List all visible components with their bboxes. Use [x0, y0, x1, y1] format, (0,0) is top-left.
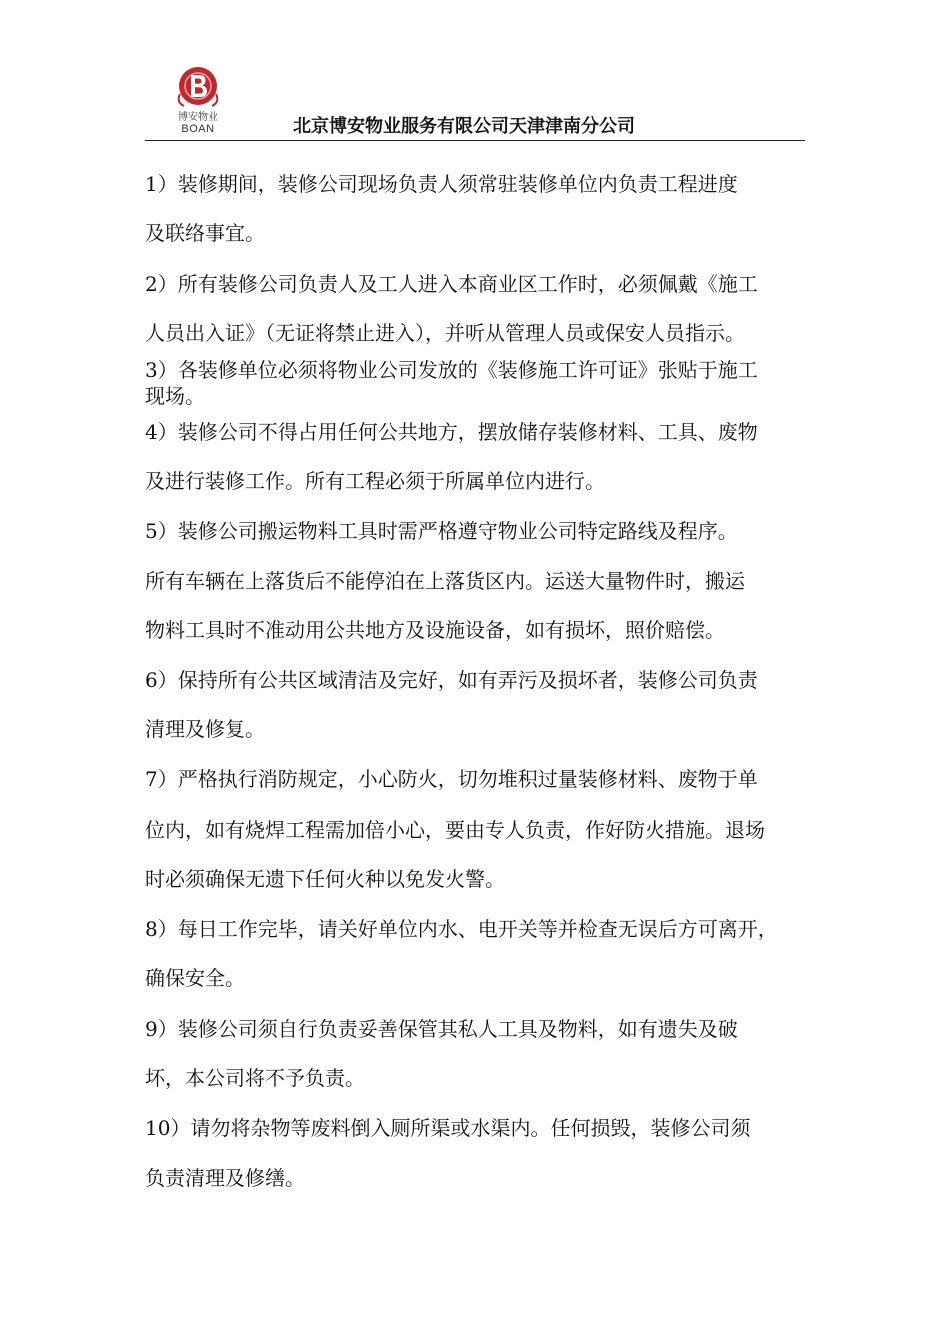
- text-line: 5）装修公司搬运物料工具时需严格遵守物业公司特定路线及程序。: [145, 519, 738, 543]
- text-line: 及进行装修工作。所有工程必须于所属单位内进行。: [145, 469, 605, 493]
- text-line: 6）保持所有公共区域清洁及完好，如有弄污及损坏者，装修公司负责: [145, 668, 758, 692]
- logo-english-text: BOAN: [181, 123, 215, 135]
- text-line: 所有车辆在上落货后不能停泊在上落货区内。运送大量物件时，搬运: [145, 569, 745, 593]
- text-line: 负责清理及修缮。: [145, 1166, 305, 1190]
- text-line: 10）请勿将杂物等废料倒入厕所渠或水渠内。任何损毁，装修公司须: [145, 1116, 751, 1140]
- text-line: 7）严格执行消防规定，小心防火，切勿堆积过量装修材料、废物于单: [145, 767, 758, 791]
- company-name: 北京博安物业服务有限公司天津津南分公司: [293, 116, 635, 137]
- text-line: 物料工具时不准动用公共地方及设施设备，如有损坏，照价赔偿。: [145, 618, 725, 642]
- text-line: 确保安全。: [145, 966, 245, 990]
- logo-chinese-text: 博安物业: [178, 112, 218, 123]
- text-line: 3）各装修单位必须将物业公司发放的《装修施工许可证》张贴于施工: [145, 358, 758, 382]
- text-line: 4）装修公司不得占用任何公共地方，摆放储存装修材料、工具、废物: [145, 420, 758, 444]
- text-line: 人员出入证》（无证将禁止进入），并听从管理人员或保安人员指示。: [145, 321, 745, 345]
- text-line: 9）装修公司须自行负责妥善保管其私人工具及物料，如有遗失及破: [145, 1017, 738, 1041]
- text-line: 2）所有装修公司负责人及工人进入本商业区工作时，必须佩戴《施工: [145, 272, 758, 296]
- text-line: 1）装修期间，装修公司现场负责人须常驻装修单位内负责工程进度: [145, 172, 738, 196]
- header-divider: [145, 140, 805, 141]
- text-line: 及联络事宜。: [145, 221, 265, 245]
- text-line: 清理及修复。: [145, 717, 265, 741]
- boan-logo-icon: [172, 64, 224, 112]
- page-header: [145, 62, 805, 142]
- text-line: 坏，本公司将不予负责。: [145, 1066, 365, 1090]
- text-line: 现场。: [145, 384, 205, 408]
- company-logo: [163, 64, 233, 136]
- text-line: 8）每日工作完毕，请关好单位内水、电开关等并检查无误后方可离开，: [145, 917, 778, 941]
- text-line: 时必须确保无遗下任何火种以免发火警。: [145, 867, 505, 891]
- text-line: 位内，如有烧焊工程需加倍小心，要由专人负责，作好防火措施。退场: [145, 818, 765, 842]
